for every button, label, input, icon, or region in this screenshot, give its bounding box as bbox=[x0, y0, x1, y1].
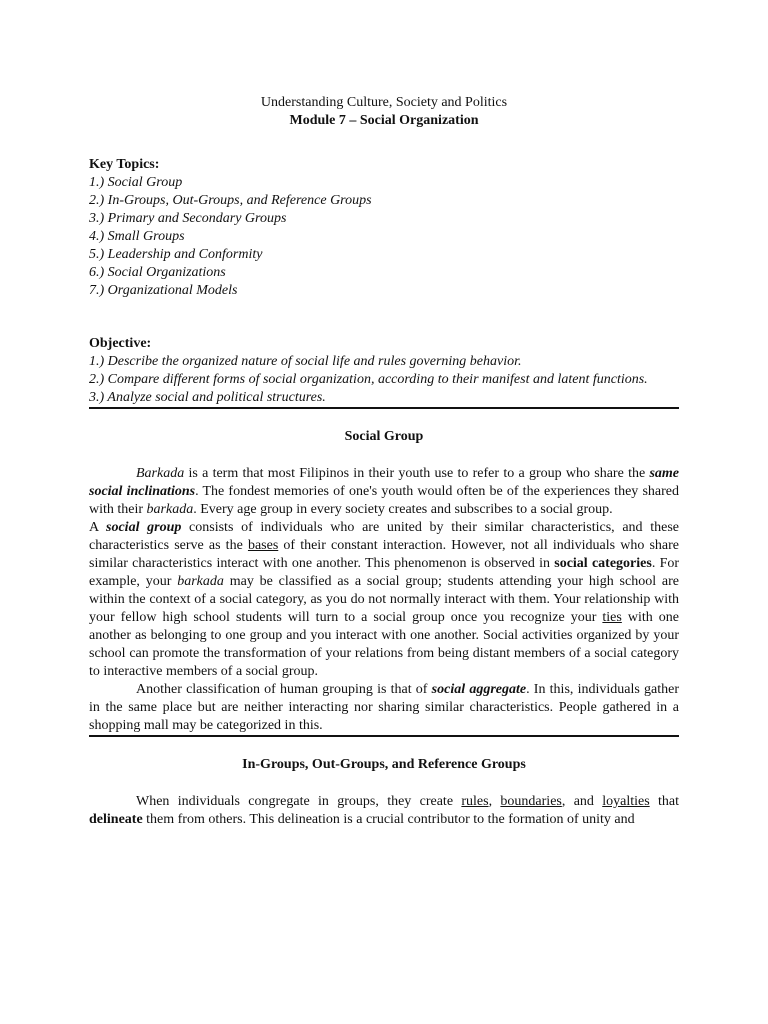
key-topic-item: 5.) Leadership and Conformity bbox=[89, 247, 263, 262]
key-topic-item: 2.) In-Groups, Out-Groups, and Reference Groups bbox=[89, 193, 372, 208]
document-content bbox=[89, 94, 679, 829]
term-social-aggregate: social aggregate bbox=[431, 682, 527, 697]
paragraph-social-aggregate bbox=[89, 681, 679, 735]
paragraph-barkada bbox=[89, 465, 679, 519]
objective-list bbox=[89, 353, 679, 407]
text-run: them from others. This delineation is a crucial contributor to the formation of unity and bbox=[142, 812, 635, 827]
objective-item: 2.) Compare different forms of social organization, according to their manifest and latent functions. bbox=[89, 372, 648, 387]
term-social-group: social group bbox=[106, 520, 182, 535]
text-run: , and bbox=[561, 794, 603, 809]
text-run: When individuals congregate in groups, they create bbox=[136, 794, 462, 809]
term-social-categories: social categories bbox=[554, 556, 652, 571]
section-title-social-group: Social Group bbox=[344, 429, 424, 444]
paragraph-social-group-definition bbox=[89, 519, 679, 681]
key-topic-item: 6.) Social Organizations bbox=[89, 265, 226, 280]
text-run: is a term that most Filipinos in their youth use to refer to a group who share the bbox=[184, 466, 650, 481]
section-divider bbox=[89, 407, 679, 409]
term-barkada: Barkada bbox=[136, 466, 185, 481]
term-boundaries: boundaries bbox=[500, 794, 562, 809]
text-run: that bbox=[649, 794, 679, 809]
text-run: may be classified as a social group; students attending your high school are within the context of a social category, as you do not normally interact with them. Your relationship with your fellow high school students will turn to a social group once you recognize your bbox=[89, 574, 679, 625]
module-title: Module 7 – Social Organization bbox=[289, 113, 479, 128]
term-delineate: delineate bbox=[89, 812, 143, 827]
term-bases: bases bbox=[247, 538, 279, 553]
term-barkada: barkada bbox=[146, 502, 194, 517]
objective-item: 3.) Analyze social and political structures. bbox=[89, 390, 326, 405]
objective-section bbox=[89, 335, 679, 407]
paragraph-in-groups bbox=[89, 793, 679, 829]
term-loyalties: loyalties bbox=[602, 794, 650, 809]
text-run: , bbox=[488, 794, 501, 809]
text-run: . The fondest memories of one's youth would often be of the experiences they shared with their bbox=[89, 484, 679, 517]
text-run: . For example, your bbox=[89, 556, 680, 589]
key-topic-item: 1.) Social Group bbox=[89, 175, 183, 190]
text-run: . In this, individuals gather in the same place but are neither interacting nor sharing similar characteristics. People gathered in a shopping mall may be categorized in this. bbox=[89, 682, 679, 733]
text-run: Another classification of human grouping is that of bbox=[136, 682, 432, 697]
objective-label: Objective: bbox=[89, 336, 152, 351]
term-ties: ties bbox=[602, 610, 622, 625]
term-same-social-inclinations: same social inclinations bbox=[89, 466, 679, 499]
key-topic-item: 4.) Small Groups bbox=[89, 229, 185, 244]
text-run: of their constant interaction. However, not all individuals who share similar characteristics interact with one another. This phenomenon is observed in bbox=[89, 538, 679, 571]
term-barkada: barkada bbox=[177, 574, 224, 589]
course-title: Understanding Culture, Society and Politics bbox=[260, 95, 508, 110]
text-run: A bbox=[89, 520, 107, 535]
section-title-in-groups: In-Groups, Out-Groups, and Reference Groups bbox=[242, 757, 526, 772]
objective-item: 1.) Describe the organized nature of social life and rules governing behavior. bbox=[89, 354, 522, 369]
key-topic-item: 3.) Primary and Secondary Groups bbox=[89, 211, 287, 226]
key-topics-list bbox=[89, 174, 679, 300]
key-topic-item: 7.) Organizational Models bbox=[89, 283, 238, 298]
text-run: . Every age group in every society creates and subscribes to a social group. bbox=[193, 502, 613, 517]
text-run: consists of individuals who are united by their similar characteristics, and these characteristics serve as the bbox=[89, 520, 679, 553]
term-rules: rules bbox=[461, 794, 489, 809]
key-topics-label: Key Topics: bbox=[89, 157, 160, 172]
text-run: with one another as belonging to one group and you interact with one another. Social activities organized by your school can promote the transformation of your relations from being distant members of a social category to interactive members of a social group. bbox=[89, 610, 679, 679]
section-divider bbox=[89, 735, 679, 737]
key-topics-section bbox=[89, 156, 679, 300]
